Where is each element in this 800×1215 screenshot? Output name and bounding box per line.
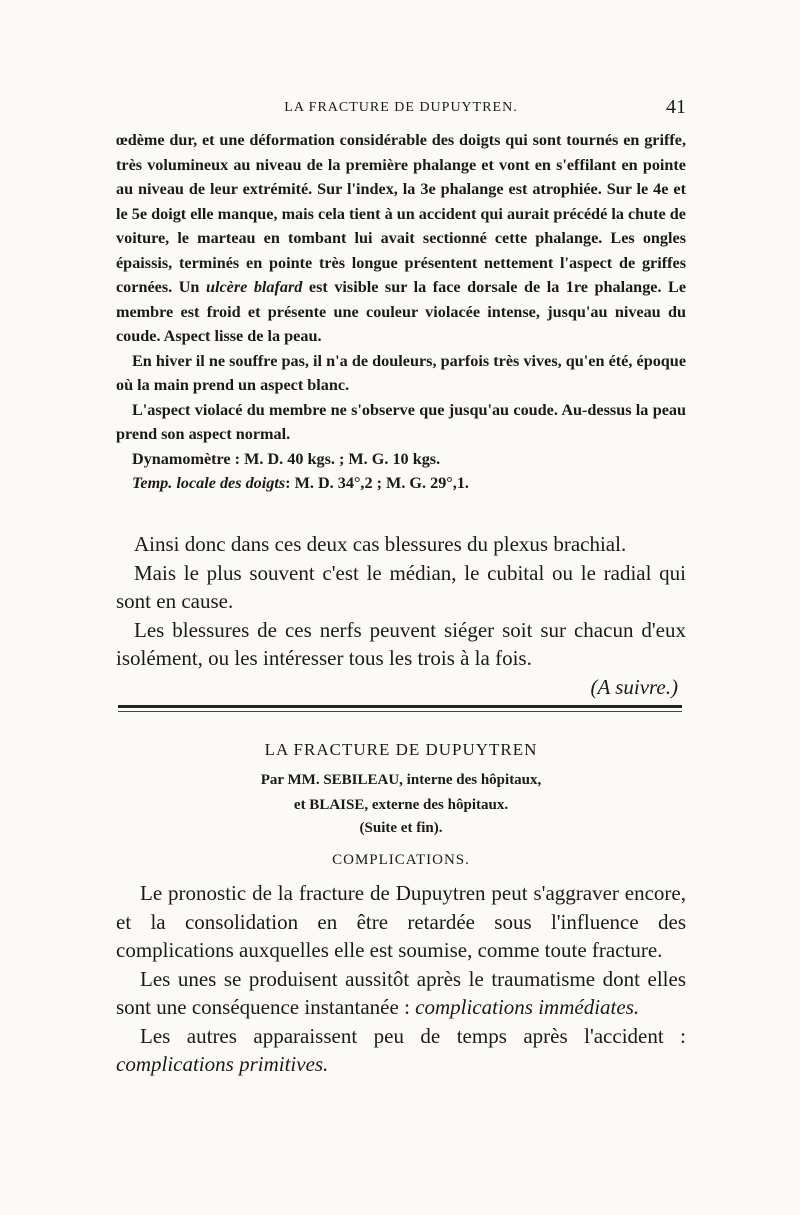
case-ulcer-term: ulcère blafard xyxy=(205,278,303,296)
temperature-reading xyxy=(116,471,686,496)
case-paragraph-aspect: L'aspect violacé du membre ne s'observe que jusqu'au coude. Au-dessus la peau prend son aspect normal. xyxy=(116,400,686,443)
case-paragraph-winter: En hiver il ne souffre pas, il n'a de douleurs, parfois très vives, qu'en été, époque où la main prend un aspect blanc. xyxy=(116,351,686,394)
byline-second-author: et BLAISE, externe des hôpitaux. xyxy=(293,797,509,813)
case-paragraph xyxy=(116,128,686,349)
case-ulcer-post: est visible sur la face dorsale de la 1re phalange. Le membre est froid et présente une couleur violacée intense, jusqu'au niveau du coude. Aspect lisse de la peau. xyxy=(116,278,687,345)
article-term-primitive: complications primitives. xyxy=(116,1052,329,1076)
case-ulcer-pre: Un xyxy=(178,278,200,296)
case-paragraph-text: œdème dur, et une déformation considérable des doigts qui sont tournés en griffe, très volumineux au niveau de la première phalange et vont en s'effilant en pointe au niveau de leur extrémité. Sur l'index, la 3e phalange est atrophiée. Sur le 4e et le 5e doigt elle manque, mais cela tient à un accident qui aurait précédé la chute de voiture, le marteau en tombant lui avait sectionné cette phalange. Les ongles épaissis, terminés en pointe très longue présentent nettement l'aspect de griffes cornées. xyxy=(116,131,686,296)
temperature-label: Temp. locale des doigts xyxy=(132,474,286,492)
article-paragraph-3-text: Les autres apparaissent peu de temps après l'accident : xyxy=(140,1023,686,1048)
section-heading: COMPLICATIONS. xyxy=(332,852,470,868)
case-description xyxy=(116,128,686,496)
conclusion-paragraph-3: Les blessures de ces nerfs peuvent siéger soit sur chacun d'eux isolément, ou les intéresser tous les trois à la fois. xyxy=(116,617,686,670)
running-title: LA FRACTURE DE DUPUYTREN. xyxy=(284,100,518,115)
byline-authors: Par MM. SEBILEAU, interne des hôpitaux, xyxy=(260,772,542,788)
conclusion-paragraph-1: Ainsi donc dans ces deux cas blessures du plexus brachial. xyxy=(134,532,627,556)
article-paragraph-2-text: Les unes se produisent aussitôt après le traumatisme dont elles sont une conséquence instantanée : xyxy=(116,966,686,1019)
running-header xyxy=(116,96,686,122)
article-title: LA FRACTURE DE DUPUYTREN xyxy=(264,740,538,759)
dynamometer-reading: Dynamomètre : M. D. 40 kgs. ; M. G. 10 kgs. xyxy=(132,449,441,468)
to-be-continued: (A suivre.) xyxy=(590,674,678,699)
article-term-immediate: complications immédiates. xyxy=(415,995,640,1019)
section-divider-thick xyxy=(118,705,682,708)
article-paragraph-1: Le pronostic de la fracture de Dupuytren peut s'aggraver encore, et la consolidation en être retardée sous l'influence des complications auxquelles elle est soumise, comme toute fracture. xyxy=(116,881,686,962)
conclusion-paragraph-2: Mais le plus souvent c'est le médian, le cubital ou le radial qui sont en cause. xyxy=(116,560,686,613)
byline-suite: (Suite et fin). xyxy=(359,820,443,836)
temperature-values: : M. D. 34°,2 ; M. G. 29°,1. xyxy=(285,474,469,492)
page-number: 41 xyxy=(666,96,686,118)
article-body xyxy=(116,879,686,1079)
article-paragraph-2 xyxy=(116,965,686,1022)
article-paragraph-3 xyxy=(116,1022,686,1079)
section-divider-thin xyxy=(118,711,682,712)
conclusion-text xyxy=(116,530,686,701)
